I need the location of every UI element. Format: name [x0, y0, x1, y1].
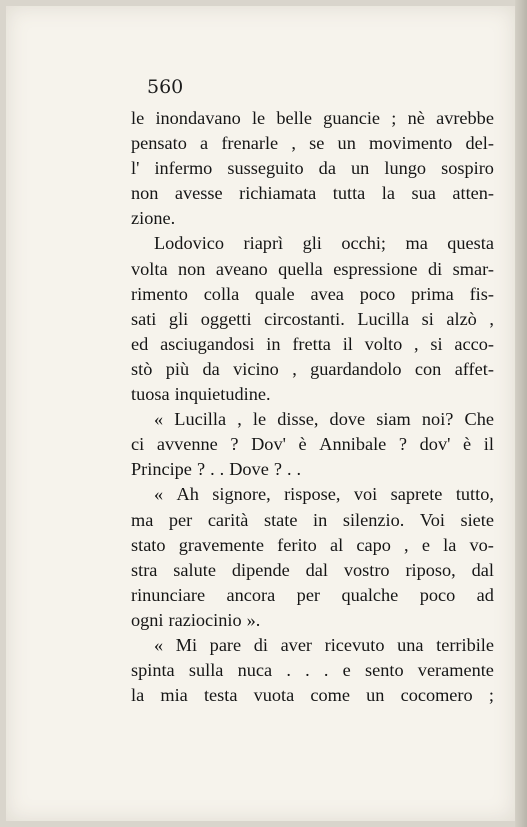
word: Ah — [176, 484, 199, 505]
word: vicino — [233, 358, 279, 379]
word: disse, — [277, 409, 319, 430]
word: una — [397, 634, 424, 655]
word: Lucilla — [357, 308, 410, 329]
word: se — [309, 133, 325, 154]
word: dipende — [231, 559, 290, 580]
text-line — [131, 106, 494, 131]
word: , — [237, 409, 242, 430]
word: ? — [273, 459, 282, 480]
word: belle — [276, 108, 312, 128]
word: vo- — [469, 534, 494, 555]
word: . — [286, 459, 292, 480]
word: l' — [131, 158, 140, 179]
word: e — [421, 534, 430, 555]
word: poco — [359, 283, 396, 304]
word: salute — [173, 559, 216, 580]
word: ? — [398, 434, 408, 455]
word: oggetti — [200, 308, 252, 329]
word: ad — [476, 584, 494, 605]
word: Lucilla — [174, 409, 227, 430]
word: mia — [160, 685, 188, 706]
word: sento — [365, 660, 404, 681]
page-edge — [515, 0, 527, 827]
word: . — [296, 459, 302, 480]
page-number: 560 — [147, 76, 184, 98]
word: colla — [203, 283, 240, 304]
text-line — [131, 382, 494, 407]
word: noi? — [421, 409, 454, 430]
word: fis- — [469, 283, 494, 304]
word: più — [165, 358, 190, 379]
word: Dov' — [251, 434, 286, 455]
word: guardandolo — [310, 358, 402, 379]
text-line — [131, 332, 494, 357]
text-line — [131, 457, 494, 482]
word: espressione — [333, 258, 418, 279]
word: riaprì — [243, 233, 284, 254]
text-line — [131, 508, 494, 533]
word: infermo — [154, 158, 213, 179]
word: stato — [131, 534, 166, 555]
text-line — [131, 583, 494, 608]
word: rispose, — [284, 484, 341, 505]
word: . — [323, 660, 329, 681]
word: sulla — [188, 660, 224, 681]
word: non — [131, 183, 159, 204]
word: le — [252, 409, 267, 430]
word: stò — [131, 358, 153, 379]
text-line — [131, 608, 494, 633]
word: rimento — [131, 283, 188, 304]
text-line — [131, 357, 494, 382]
text-line — [131, 633, 494, 658]
word: susseguito — [227, 158, 304, 179]
word: Dove — [229, 459, 269, 480]
text-line — [131, 533, 494, 558]
word: al — [329, 534, 344, 555]
word: pensato — [131, 133, 187, 154]
word: guancie — [323, 108, 381, 128]
word: tuosa — [131, 384, 170, 405]
word: un — [337, 133, 356, 154]
word: avvenne — [156, 434, 218, 455]
word: ed — [131, 333, 149, 354]
word: ? — [230, 434, 239, 455]
text-line — [131, 181, 494, 206]
word: le — [131, 108, 145, 128]
word: saprete — [390, 484, 443, 505]
word: come — [310, 685, 350, 706]
word: da — [202, 358, 220, 379]
word: . — [286, 660, 291, 681]
word: tutto, — [455, 484, 494, 505]
text-line — [131, 282, 494, 307]
word: circostanti. — [264, 308, 345, 329]
word: veramente — [417, 660, 494, 681]
word: ma — [405, 233, 428, 254]
word: del- — [465, 133, 494, 154]
word: stra — [131, 559, 158, 580]
word: avesse — [174, 183, 223, 204]
word: rinunciare — [131, 584, 206, 605]
word: capo — [356, 534, 391, 555]
word: ancora — [226, 584, 276, 605]
word: con — [414, 358, 442, 379]
word: ; — [391, 108, 397, 128]
word: riposo, — [405, 559, 456, 580]
word: da — [318, 158, 336, 179]
text-line — [131, 558, 494, 583]
word: è — [298, 434, 307, 455]
word: terribile — [436, 634, 494, 655]
word: asciugandosi — [160, 333, 255, 354]
word: ferito — [277, 534, 317, 555]
word: un — [351, 158, 370, 179]
word: il — [342, 333, 353, 354]
text-line — [131, 683, 494, 708]
word: gravemente — [178, 534, 264, 555]
word: tutta — [332, 183, 366, 204]
word: vostro — [343, 559, 390, 580]
word: affet- — [454, 358, 494, 379]
body-text — [131, 106, 494, 708]
word: smar- — [452, 258, 494, 279]
word: , — [404, 534, 409, 555]
word: poco — [419, 584, 456, 605]
word: la — [381, 183, 395, 204]
word: « — [154, 409, 164, 430]
word: dove — [329, 409, 366, 430]
word: per — [296, 584, 321, 605]
word: in — [313, 509, 328, 530]
word: quale — [255, 283, 295, 304]
word: vuota — [253, 685, 295, 706]
word: ; — [488, 685, 494, 706]
word: Lodovico — [154, 233, 225, 254]
word: e — [342, 660, 351, 681]
word: silenzio. — [342, 509, 405, 530]
word: richiamata — [239, 183, 317, 204]
word: il — [483, 434, 494, 455]
word: voi — [353, 484, 378, 505]
word: state — [263, 509, 298, 530]
word: sua — [411, 183, 436, 204]
word: siete — [460, 509, 494, 530]
book-page — [6, 6, 515, 821]
text-line — [131, 432, 494, 457]
word: ». — [246, 609, 261, 630]
word: è — [463, 434, 472, 455]
word: non — [178, 258, 206, 279]
word: di — [253, 634, 268, 655]
word: Voi — [419, 509, 445, 530]
word: acco- — [454, 333, 494, 354]
word: avea — [310, 283, 344, 304]
word: Che — [464, 409, 494, 430]
word: inquietudine. — [174, 384, 271, 405]
word: nè — [407, 108, 425, 128]
word: si — [421, 308, 434, 329]
text-line — [131, 156, 494, 181]
word: a — [200, 133, 209, 154]
word: spinta — [131, 660, 175, 681]
word: carità — [207, 509, 249, 530]
word: prima — [411, 283, 454, 304]
word: zione. — [131, 208, 176, 229]
word: gli — [168, 308, 189, 329]
word: fretta — [292, 333, 331, 354]
word: nuca — [237, 660, 273, 681]
text-line — [131, 206, 494, 231]
word: le — [251, 108, 266, 128]
word: , — [414, 333, 419, 354]
word: ci — [131, 434, 145, 455]
word: questa — [447, 233, 494, 254]
word: raziocinio — [168, 609, 242, 630]
word: testa — [203, 685, 238, 706]
word: la — [443, 534, 457, 555]
word: un — [366, 685, 385, 706]
word: alzò — [446, 308, 477, 329]
word: la — [131, 685, 145, 706]
word: ricevuto — [324, 634, 385, 655]
text-line — [131, 482, 494, 507]
word: dov' — [419, 434, 451, 455]
word: sati — [131, 308, 157, 329]
word: sospiro — [441, 158, 494, 179]
word: aver — [280, 634, 313, 655]
text-line — [131, 257, 494, 282]
word: aveano — [215, 258, 268, 279]
word: . — [305, 660, 310, 681]
word: . — [210, 459, 215, 480]
text-line — [131, 407, 494, 432]
word: inondavano — [155, 108, 241, 128]
word: Annibale — [319, 434, 387, 455]
word: ? — [196, 459, 206, 480]
word: di — [427, 258, 443, 279]
word: volta — [131, 258, 168, 279]
text-line — [131, 307, 494, 332]
word: per — [168, 509, 193, 530]
word: , — [489, 308, 494, 329]
word: movimento — [369, 133, 453, 154]
word: atten- — [452, 183, 494, 204]
word: « — [154, 484, 164, 505]
word: cocomero — [400, 685, 473, 706]
word: occhi; — [341, 233, 387, 254]
word: avrebbe — [436, 108, 494, 128]
word: Mi — [175, 634, 198, 655]
word: ogni — [131, 609, 164, 630]
word: volto — [364, 333, 403, 354]
word: ma — [131, 509, 154, 530]
text-line — [131, 231, 494, 256]
word: signore, — [212, 484, 271, 505]
word: Principe — [131, 459, 192, 480]
word: frenarle — [221, 133, 279, 154]
word: qualche — [341, 584, 399, 605]
text-line — [131, 131, 494, 156]
word: siam — [376, 409, 411, 430]
word: si — [430, 333, 443, 354]
word: , — [292, 358, 297, 379]
word: . — [219, 459, 225, 480]
word: « — [154, 634, 164, 655]
text-line — [131, 658, 494, 683]
word: quella — [278, 258, 323, 279]
word: gli — [302, 233, 322, 254]
word: in — [266, 333, 281, 354]
word: dal — [471, 559, 494, 580]
word: pare — [209, 634, 242, 655]
word: dal — [305, 559, 328, 580]
word: , — [291, 133, 296, 154]
word: lungo — [384, 158, 427, 179]
